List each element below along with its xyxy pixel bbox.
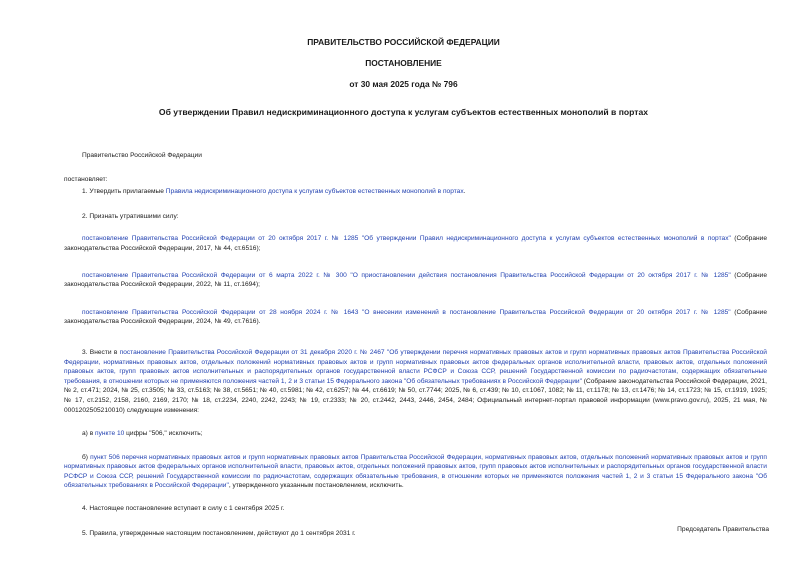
paragraph-1-prefix: 1. Утвердить прилагаемые xyxy=(82,188,166,196)
point-10-link[interactable]: пункте 10 xyxy=(95,430,125,438)
amended-act-link[interactable]: постановление Правительства Российской Федерации от 31 декабря 2020 г. № 2467 "Об утверждении перечня нормативных правовых актов и групп нормативных правовых актов Правительства Российской Федерации, нормативных правовых актов, отдельных положений нормативных правовых актов и групп нормативных правовых актов федеральных органов исполнительной власти, правовых актов, отдельных положений правовых актов, групп правовых актов исполнительных и распорядительных органов государственной власти РСФСР и Союза ССР, решений Государственной комиссии по радиочастотам, содержащих обязательные требования, в отношении которых не применяются положения частей 1, 2 и 3 статьи 15 Федерального закона "Об обязательных требованиях в Российской Федерации" xyxy=(64,348,767,385)
subparagraph-b-prefix: б) xyxy=(82,453,91,461)
repeal-item-2 xyxy=(64,271,767,290)
paragraph-1 xyxy=(64,187,767,197)
subparagraph-a-suffix: цифры "506," исключить; xyxy=(124,430,203,438)
point-506-link[interactable]: пункт 506 перечня нормативных правовых актов и групп нормативных правовых актов Правительства Российской Федерации, нормативных правовых актов, отдельных положений нормативных правовых актов и групп нормативных правовых актов федеральных органов исполнительной власти, правовых актов, отдельных положений правовых актов, групп правовых актов исполнительных и распорядительных органов государственной власти РСФСР и Союза ССР, решений Государственной комиссии по радиочастотам, содержащих обязательные требования, в отношении которых не применяются положения частей 1, 2 и 3 статьи 15 Федерального закона "Об обязательных требованиях в Российской Федерации" xyxy=(64,453,767,490)
repeal-1-link[interactable]: постановление Правительства Российской Федерации от 20 октября 2017 г. № 1285 "Об утверждении Правил недискриминационного доступа к услугам субъектов естественных монополий в портах" xyxy=(82,235,731,243)
repeal-item-3 xyxy=(64,308,767,327)
subparagraph-a xyxy=(64,429,767,439)
intro-text: Правительство Российской Федерации xyxy=(82,152,202,159)
government-heading: ПРАВИТЕЛЬСТВО РОССИЙСКОЙ ФЕДЕРАЦИИ xyxy=(307,37,500,47)
rules-link[interactable]: Правила недискриминационного доступа к услугам субъектов естественных монополий в портах xyxy=(165,188,464,196)
repeal-3-link[interactable]: постановление Правительства Российской Федерации от 28 ноября 2024 г. № 1643 "О внесении изменений в постановление Правительства Российской Федерации от 20 октября 2017 г. № 1285" xyxy=(82,308,731,316)
paragraph-1-suffix: . xyxy=(463,188,466,196)
subparagraph-b xyxy=(64,453,767,491)
repeal-2-suffix: (Собрание законодательства Российской Федерации, 2022, № 11, ст.1694); xyxy=(64,271,767,289)
paragraph-3 xyxy=(64,348,767,415)
paragraph-3-prefix: 3. Внести в xyxy=(82,348,120,356)
document-date-number: от 30 мая 2025 года № 796 xyxy=(349,79,458,89)
repeal-item-1 xyxy=(64,234,767,253)
document-title: Об утверждении Правил недискриминационного доступа к услугам субъектов естественных монополий в портах xyxy=(158,107,649,117)
repeal-1-suffix: (Собрание законодательства Российской Федерации, 2017, № 44, ст.6516); xyxy=(64,235,767,252)
subparagraph-b-suffix: , утвержденного указанным постановлением, исключить. xyxy=(228,482,404,490)
repeal-2-link[interactable]: постановление Правительства Российской Федерации от 6 марта 2022 г. № 300 "О приостановлении действия постановления Правительства Российской Федерации от 20 октября 2017 г. № 1285" xyxy=(82,271,731,279)
subparagraph-a-prefix: а) в xyxy=(82,430,96,438)
repeal-3-suffix: (Собрание законодательства Российской Федерации, 2024, № 49, ст.7616). xyxy=(64,308,768,326)
resolves-text: постановляет: xyxy=(64,175,108,183)
paragraph-2: 2. Признать утратившими силу: xyxy=(82,212,179,220)
paragraph-3-suffix: (Собрание законодательства Российской Федерации, 2021, № 2, ст.471; 2024, № 25, ст.3505; № 33, ст.5163; № 38, ст.5651; № 40, ст.5981; № 42, ст.6257; № 44, ст.6619; № 50, ст.7744; 2025, № 6, ст.439; № 10, ст.1067, 1082; № 11, ст.1178; № 13, ст.1476; № 14, ст.1723; № 15, ст.1919, 1925; № 17, ст.2152, 2158, 2160, 2169, 2170; № 18, ст.2234, 2240, 2242, 2243; № 19, ст.2333; № 20, ст.2442, 2443, 2446, 2454, 2484; Официальный интернет-портал правовой информации (www.pravo.gov.ru), 2025, 21 мая, № 0001202505210010) следующие изменения: xyxy=(64,377,768,414)
document-type-heading: ПОСТАНОВЛЕНИЕ xyxy=(365,58,442,68)
signature-title: Председатель Правительства xyxy=(677,526,769,533)
paragraph-4: 4. Настоящее постановление вступает в силу с 1 сентября 2025 г. xyxy=(82,505,285,513)
paragraph-5: 5. Правила, утвержденные настоящим постановлением, действуют до 1 сентября 2031 г. xyxy=(82,529,356,537)
